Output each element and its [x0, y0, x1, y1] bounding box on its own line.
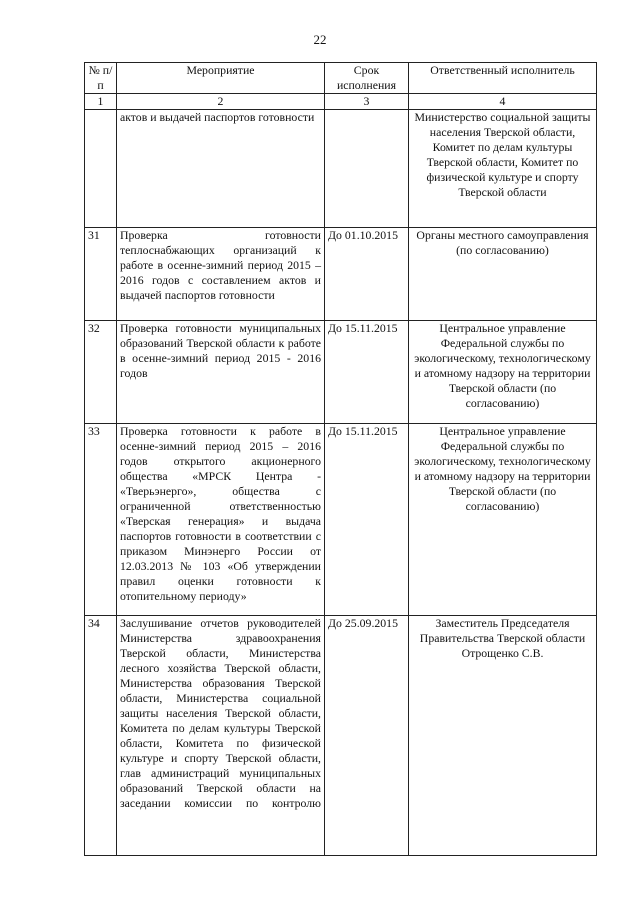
row-event: Проверка готовности теплоснабжающих организаций к работе в осенне-зимний период 2015 – 2016 годов с составлением актов и выдачей паспортов готовности: [117, 228, 325, 321]
row-event: Проверка готовности муниципальных образований Тверской области к работе в осенне-зимний период 2015 - 2016 годов: [117, 321, 325, 424]
row-number: 32: [85, 321, 117, 424]
table-row: [85, 110, 597, 228]
row-executor: Заместитель Председателя Правительства Тверской области Отрощенко С.В.: [409, 616, 597, 856]
row-event: Заслушивание отчетов руководителей Министерства здравоохранения Тверской области, Министерства лесного хозяйства Тверской области, Министерства образования Тверской области, Министерства социальной защиты населения Тверской области, Комитета по делам культуры Тверской области, Комитета по физической культуре и спорту Тверской области, глав администраций муниципальных образований Тверской области на заседании комиссии по контролю: [117, 616, 325, 856]
header-event: Мероприятие: [117, 63, 325, 94]
row-number: 31: [85, 228, 117, 321]
row-deadline: До 25.09.2015: [325, 616, 409, 856]
row-number: [85, 110, 117, 228]
row-deadline: [325, 110, 409, 228]
header-deadline: Срок исполнения: [325, 63, 409, 94]
row-executor: Центральное управление Федеральной службы по экологическому, технологическому и атомному надзору на территории Тверской области (по согласованию): [409, 424, 597, 616]
table-row: [85, 321, 597, 424]
row-deadline: До 15.11.2015: [325, 424, 409, 616]
column-number: 4: [409, 94, 597, 110]
row-executor: Министерство социальной защиты населения Тверской области, Комитет по делам культуры Тверской области, Комитет по физической культуре и спорту Тверской области: [409, 110, 597, 228]
row-number: 33: [85, 424, 117, 616]
row-number: 34: [85, 616, 117, 856]
page-number: 22: [313, 32, 327, 47]
header-num: № п/п: [85, 63, 117, 94]
row-deadline: До 15.11.2015: [325, 321, 409, 424]
row-executor: Органы местного самоуправления (по согласованию): [409, 228, 597, 321]
column-number: 2: [117, 94, 325, 110]
row-deadline: До 01.10.2015: [325, 228, 409, 321]
column-number: 3: [325, 94, 409, 110]
row-event: актов и выдачей паспортов готовности: [117, 110, 325, 228]
row-executor: Центральное управление Федеральной службы по экологическому, технологическому и атомному надзору на территории Тверской области (по согласованию): [409, 321, 597, 424]
table-row: [85, 424, 597, 616]
column-number: 1: [85, 94, 117, 110]
row-event: Проверка готовности к работе в осенне-зимний период 2015 – 2016 годов открытого акционерного общества «МРСК Центра - «Тверьэнерго», общества с ограниченной ответственностью «Тверская генерация» и выдача паспортов готовности в соответствии с приказом Минэнерго России от 12.03.2013 № 103 «Об утверждении правил оценки готовности к отопительному периоду»: [117, 424, 325, 616]
events-table: [84, 62, 597, 856]
table-row: [85, 228, 597, 321]
header-executor: Ответственный исполнитель: [409, 63, 597, 94]
table-header-row: [85, 63, 597, 94]
column-numbers-row: [85, 94, 597, 110]
table-row: [85, 616, 597, 856]
